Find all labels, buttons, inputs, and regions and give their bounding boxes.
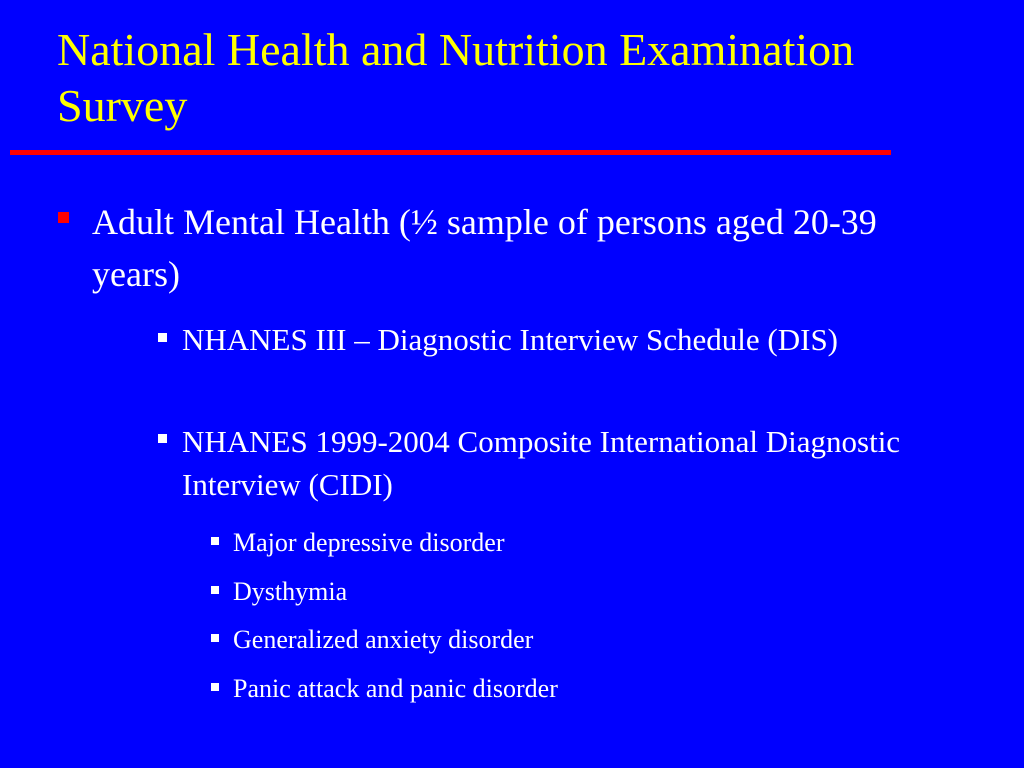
list-item-dysthymia: Dysthymia [233,577,348,606]
square-bullet-icon [211,586,219,594]
sub-bullet-nhanes-iii: NHANES III – Diagnostic Interview Schedule (DIS) [182,322,839,357]
bullet-adult-mental-health: Adult Mental Health (½ sample of persons aged 20-39 years) [92,202,877,294]
square-bullet-icon [211,683,219,691]
title-underline [10,150,891,155]
square-bullet-icon [158,333,167,342]
list-item-panic-attack-and-panic-disorder: Panic attack and panic disorder [233,674,558,703]
list-item-generalized-anxiety-disorder: Generalized anxiety disorder [233,625,534,654]
square-bullet-icon [158,434,167,443]
square-bullet-icon [58,212,69,223]
square-bullet-icon [211,634,219,642]
square-bullet-icon [211,537,219,545]
sub-bullet-nhanes-1999-2004: NHANES 1999-2004 Composite International Diagnostic Interview (CIDI) [182,424,901,502]
list-item-major-depressive-disorder: Major depressive disorder [233,528,505,557]
slide-title: National Health and Nutrition Examination Survey [57,24,855,131]
